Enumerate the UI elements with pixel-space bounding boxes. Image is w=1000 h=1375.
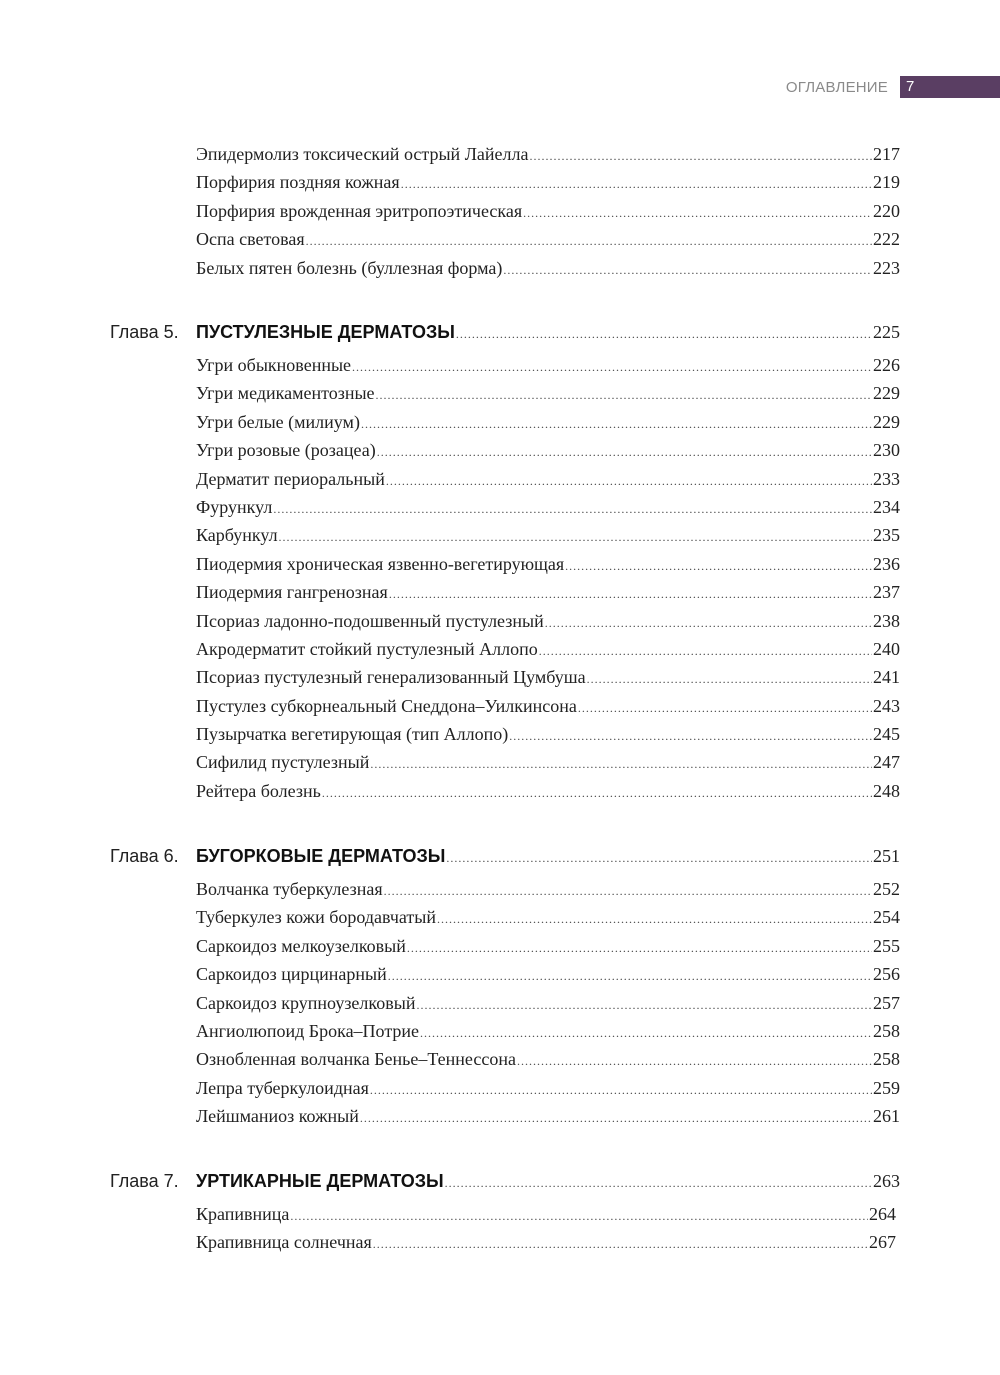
toc-entry-title: Рейтера болезнь (196, 780, 321, 801)
toc-entry[interactable] (196, 611, 900, 639)
toc-page-number: 255 (873, 935, 900, 956)
toc-entry-title: Пустулез субкорнеальный Снеддона–Уилкинсона (196, 695, 577, 716)
toc-entry[interactable] (196, 497, 900, 525)
toc-page-number: 248 (873, 780, 900, 801)
toc-entry[interactable] (196, 724, 900, 752)
toc-entry-title: Саркоидоз крупноузелковый (196, 992, 416, 1013)
toc-entry[interactable] (196, 201, 900, 229)
dot-leader (377, 440, 872, 461)
dot-leader (420, 1021, 872, 1042)
toc-page-number: 245 (873, 724, 900, 745)
dot-leader (373, 1232, 868, 1253)
toc-page-number: 230 (873, 440, 900, 461)
running-head-title: ОГЛАВЛЕНИЕ (785, 78, 888, 96)
toc-page-number: 229 (873, 383, 900, 404)
dot-leader (509, 724, 872, 745)
chapter-6-entries (196, 879, 900, 1135)
toc-entry-title: Акродерматит стойкий пустулезный Аллопо (196, 638, 538, 659)
toc-entry-title: Ангиолюпоид Брока–Потрие (196, 1020, 420, 1041)
toc-entry-title: Угри розовые (розацеа) (196, 440, 376, 461)
toc-page-number: 243 (873, 695, 900, 716)
toc-page-number: 257 (873, 992, 900, 1013)
toc-page-number: 223 (873, 257, 900, 278)
toc-entry-title: Пиодермия гангренозная (196, 582, 388, 603)
toc-page-number: 226 (873, 355, 900, 375)
page-number: 7 (900, 76, 1000, 98)
toc-entry-title: Крапивница солнечная (196, 1232, 372, 1253)
toc-entry[interactable] (196, 229, 900, 257)
toc-entry[interactable] (196, 172, 900, 200)
toc-entry-title: Угри белые (милиум) (196, 411, 360, 432)
toc-page-number: 258 (873, 1049, 900, 1070)
toc-entry-title: Саркоидоз цирцинарный (196, 964, 387, 985)
toc-entry[interactable] (196, 258, 900, 286)
toc-entry[interactable] (196, 964, 900, 992)
dot-leader (376, 383, 872, 404)
dot-leader (545, 611, 872, 632)
dot-leader (437, 907, 872, 928)
dot-leader (587, 667, 872, 688)
dot-leader (384, 879, 872, 900)
chapter-page: 225 (873, 322, 900, 342)
toc-page-number: 256 (873, 964, 900, 985)
toc-entry-title: Ознобленная волчанка Бенье–Теннессона (196, 1049, 516, 1070)
toc-page-number: 233 (873, 468, 900, 489)
dot-leader (539, 639, 872, 660)
dot-leader (290, 1204, 868, 1225)
toc-entry-title: Лейшманиоз кожный (196, 1106, 359, 1127)
toc-entry-title: Пиодермия хроническая язвенно-вегетирующая (196, 553, 565, 574)
toc-entry-title: Лепра туберкулоидная (196, 1077, 369, 1098)
chapter-7-heading[interactable] (110, 1171, 900, 1201)
toc-page-number: 247 (873, 752, 900, 773)
toc-entry[interactable] (196, 355, 900, 383)
dot-leader (446, 849, 872, 867)
toc-entry[interactable] (196, 1204, 896, 1232)
dot-leader (578, 696, 872, 717)
toc-entry[interactable] (196, 1078, 900, 1106)
toc-entry[interactable] (196, 1232, 896, 1260)
toc-entry-title: Оспа световая (196, 229, 305, 250)
dot-leader (386, 469, 872, 490)
toc-entry[interactable] (196, 412, 900, 440)
toc-entry[interactable] (196, 667, 900, 695)
chapter-prefix: Глава 7. (110, 1171, 179, 1191)
toc-entry-title: Дерматит периоральный (196, 468, 385, 489)
toc-entry[interactable] (196, 582, 900, 610)
toc-entry[interactable] (196, 554, 900, 582)
chapter-page: 251 (873, 846, 900, 866)
toc-entry-title: Пузырчатка вегетирующая (тип Аллопо) (196, 724, 509, 745)
dot-leader (517, 1049, 872, 1070)
toc-entry-title: Туберкулез кожи бородавчатый (196, 907, 436, 928)
toc-entry-title: Саркоидоз мелкоузелковый (196, 935, 406, 956)
toc-entry[interactable] (196, 907, 900, 935)
toc-page-number: 267 (869, 1232, 896, 1253)
toc-page-number: 240 (873, 638, 900, 659)
chapter-prefix: Глава 6. (110, 846, 179, 866)
dot-leader (529, 144, 872, 165)
toc-page-number: 237 (873, 582, 900, 603)
chapter-title: УРТИКАРНЫЕ ДЕРМАТОЗЫ (196, 1171, 444, 1191)
dot-leader (445, 1174, 872, 1192)
dot-leader (565, 554, 872, 575)
toc-page-number: 235 (873, 525, 900, 546)
toc-entry[interactable] (196, 144, 900, 172)
toc-entry[interactable] (196, 639, 900, 667)
toc-page-number: 241 (873, 667, 900, 688)
dot-leader (503, 258, 872, 279)
toc-entry-title: Угри обыкновенные (196, 355, 352, 375)
toc-page-number: 222 (873, 229, 900, 250)
dot-leader (401, 172, 872, 193)
toc-entry[interactable] (196, 525, 900, 553)
chapter-7-entries (196, 1204, 896, 1261)
chapter-5-heading[interactable] (110, 322, 900, 352)
toc-entry[interactable] (196, 469, 900, 497)
toc-page-number: 252 (873, 879, 900, 899)
toc-entry-title: Белых пятен болезнь (буллезная форма) (196, 257, 503, 278)
toc-entry[interactable] (196, 993, 900, 1021)
toc-page-number: 234 (873, 496, 900, 517)
toc-page-number: 219 (873, 172, 900, 193)
toc-page-number: 217 (873, 144, 900, 164)
running-head (786, 76, 1000, 98)
toc-entry-title: Псориаз пустулезный генерализованный Цумбуша (196, 667, 586, 688)
dot-leader (361, 412, 872, 433)
toc-page-number: 254 (873, 907, 900, 928)
toc-entry-title: Волчанка туберкулезная (196, 879, 383, 899)
toc-entry[interactable] (196, 383, 900, 411)
toc-entry[interactable] (196, 1021, 900, 1049)
dot-leader (370, 752, 872, 773)
chapter-5-entries (196, 355, 900, 809)
toc-entry[interactable] (196, 696, 900, 724)
dot-leader (352, 355, 872, 376)
toc-page-number: 229 (873, 411, 900, 432)
chapter-title: БУГОРКОВЫЕ ДЕРМАТОЗЫ (196, 846, 446, 866)
toc-entry-title: Эпидермолиз токсический острый Лайелла (196, 144, 529, 164)
chapter-6-heading[interactable] (110, 846, 900, 876)
toc-entry-title: Крапивница (196, 1204, 290, 1224)
toc-entry-title: Фурункул (196, 496, 273, 517)
toc-entry[interactable] (196, 781, 900, 809)
dot-leader (360, 1106, 872, 1127)
toc-page-number: 259 (873, 1077, 900, 1098)
dot-leader (388, 964, 872, 985)
toc-entry[interactable] (196, 1106, 900, 1134)
toc-entry[interactable] (196, 879, 900, 907)
chapter-title: ПУСТУЛЕЗНЫЕ ДЕРМАТОЗЫ (196, 322, 455, 342)
toc-page-number: 264 (869, 1204, 896, 1224)
chapter-page: 263 (873, 1171, 900, 1191)
chapter-prefix: Глава 5. (110, 322, 179, 342)
toc-entry-title: Порфирия врожденная эритропоэтическая (196, 200, 523, 221)
toc-page-number: 258 (873, 1020, 900, 1041)
toc-entry[interactable] (196, 1049, 900, 1077)
toc-page-number: 220 (873, 200, 900, 221)
dot-leader (370, 1078, 872, 1099)
toc-entry-title: Угри медикаментозные (196, 383, 375, 404)
toc-entry-title: Карбункул (196, 525, 278, 546)
toc-entry-title: Псориаз ладонно-подошвенный пустулезный (196, 610, 544, 631)
dot-leader (389, 582, 872, 603)
toc-group-continued (196, 144, 900, 286)
toc-entry[interactable] (196, 752, 900, 780)
dot-leader (273, 497, 872, 518)
toc-entry[interactable] (196, 440, 900, 468)
dot-leader (416, 993, 872, 1014)
toc-entry-title: Порфирия поздняя кожная (196, 172, 400, 193)
dot-leader (456, 325, 872, 343)
toc-entry[interactable] (196, 936, 900, 964)
dot-leader (279, 525, 872, 546)
toc-page-number: 236 (873, 553, 900, 574)
dot-leader (407, 936, 872, 957)
dot-leader (322, 781, 872, 802)
dot-leader (523, 201, 872, 222)
toc-page-number: 261 (873, 1106, 900, 1127)
dot-leader (306, 229, 872, 250)
toc-page-number: 238 (873, 610, 900, 631)
toc-entry-title: Сифилид пустулезный (196, 752, 370, 773)
